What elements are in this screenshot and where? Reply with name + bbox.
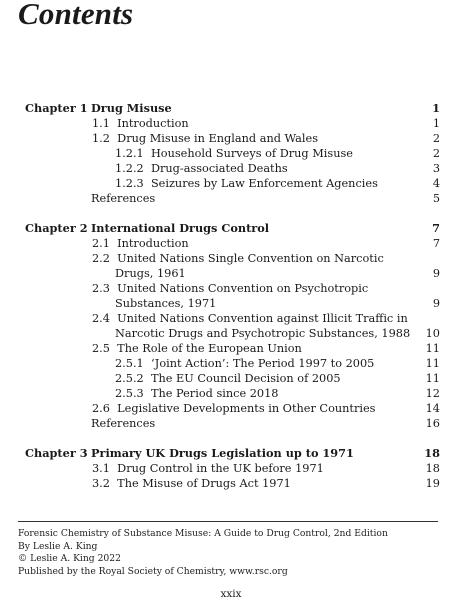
entry-text: Drugs, 1961 <box>115 267 186 280</box>
entry-text: Narcotic Drugs and Psychotropic Substances, 1988 <box>115 327 411 340</box>
page-ref: 4 <box>432 177 440 190</box>
toc-entry[interactable] <box>25 131 440 146</box>
toc-entry[interactable] <box>25 311 440 326</box>
entry-text: 1.1 Introduction <box>92 117 189 130</box>
publisher-line: Published by the Royal Society of Chemistry, www.rsc.org <box>18 565 288 577</box>
footer-divider <box>18 521 438 522</box>
chapter-title: Drug Misuse <box>91 101 172 115</box>
page-ref: 11 <box>425 372 440 385</box>
page-ref: 7 <box>432 221 440 235</box>
entry-text: 2.5.3 The Period since 2018 <box>115 387 279 400</box>
entry-text: 2.3 United Nations Convention on Psychotropic <box>92 282 369 295</box>
toc-entry-references[interactable] <box>25 191 440 206</box>
page-ref: 9 <box>432 297 440 310</box>
chapter-heading[interactable] <box>25 446 440 461</box>
page-ref: 3 <box>432 162 440 175</box>
toc-entry[interactable] <box>25 386 440 401</box>
entry-text: 2.5 The Role of the European Union <box>92 342 302 355</box>
toc-entry[interactable] <box>25 161 440 176</box>
page-ref: 14 <box>425 402 440 415</box>
toc-entry[interactable] <box>25 116 440 131</box>
entry-text: 1.2.1 Household Surveys of Drug Misuse <box>115 147 353 160</box>
page-ref: 2 <box>432 147 440 160</box>
toc-entry[interactable] <box>25 281 440 296</box>
entry-text: 2.6 Legislative Developments in Other Countries <box>92 402 376 415</box>
chapter-label: Chapter 1 <box>25 101 88 115</box>
page-ref: 18 <box>424 446 440 460</box>
entry-text: 2.1 Introduction <box>92 237 189 250</box>
entry-text: References <box>91 192 156 205</box>
toc-entry[interactable] <box>25 476 440 491</box>
toc-entry-continuation[interactable] <box>25 266 440 281</box>
page-ref: 12 <box>425 387 440 400</box>
chapter-heading[interactable] <box>25 221 440 236</box>
page-ref: 1 <box>432 117 440 130</box>
entry-text: 2.5.1 ‘Joint Action’: The Period 1997 to 2005 <box>115 357 375 370</box>
entry-text: 3.2 The Misuse of Drugs Act 1971 <box>92 477 291 490</box>
entry-text: 2.5.2 The EU Council Decision of 2005 <box>115 372 341 385</box>
toc-entry-continuation[interactable] <box>25 326 440 341</box>
page-ref: 16 <box>425 417 440 430</box>
chapter-label: Chapter 2 <box>25 221 88 235</box>
page-ref: 19 <box>425 477 440 490</box>
page-ref: 1 <box>432 101 440 115</box>
page-ref: 10 <box>425 327 440 340</box>
chapter-title: Primary UK Drugs Legislation up to 1971 <box>91 446 354 460</box>
toc-entry[interactable] <box>25 371 440 386</box>
copyright-footer <box>18 528 388 578</box>
entry-text: 1.2 Drug Misuse in England and Wales <box>92 132 319 145</box>
toc-entry[interactable] <box>25 401 440 416</box>
toc-entry[interactable] <box>25 341 440 356</box>
toc-entry-references[interactable] <box>25 416 440 431</box>
chapter-title: International Drugs Control <box>91 221 270 235</box>
spacer <box>25 431 440 446</box>
author-line: By Leslie A. King <box>18 540 98 552</box>
toc-entry[interactable] <box>25 461 440 476</box>
page-ref: 2 <box>432 132 440 145</box>
toc-entry-continuation[interactable] <box>25 296 440 311</box>
page-title: Contents <box>18 0 134 31</box>
entry-text: 2.2 United Nations Single Convention on Narcotic <box>92 252 384 265</box>
toc-entry[interactable] <box>25 356 440 371</box>
entry-text: 1.2.2 Drug-associated Deaths <box>115 162 288 175</box>
table-of-contents <box>25 101 440 491</box>
page-ref: 7 <box>432 237 440 250</box>
page-number: xxix <box>220 588 242 600</box>
toc-entry[interactable] <box>25 146 440 161</box>
page-ref: 11 <box>425 342 440 355</box>
page-ref: 9 <box>432 267 440 280</box>
page-ref: 18 <box>425 462 440 475</box>
book-title-line: Forensic Chemistry of Substance Misuse: A Guide to Drug Control, 2nd Edition <box>18 528 388 539</box>
entry-text: 2.4 United Nations Convention against Illicit Traffic in <box>92 312 408 325</box>
toc-entry[interactable] <box>25 236 440 251</box>
entry-text: 3.1 Drug Control in the UK before 1971 <box>92 462 324 475</box>
page-ref: 5 <box>432 192 440 205</box>
entry-text: 1.2.3 Seizures by Law Enforcement Agencies <box>115 177 378 190</box>
toc-entry[interactable] <box>25 176 440 191</box>
toc-entry[interactable] <box>25 251 440 266</box>
spacer <box>25 206 440 221</box>
page-ref: 11 <box>425 357 440 370</box>
copyright-line: © Leslie A. King 2022 <box>18 553 121 565</box>
entry-text: Substances, 1971 <box>115 297 217 310</box>
chapter-heading[interactable] <box>25 101 440 116</box>
chapter-label: Chapter 3 <box>25 446 88 460</box>
entry-text: References <box>91 417 156 430</box>
